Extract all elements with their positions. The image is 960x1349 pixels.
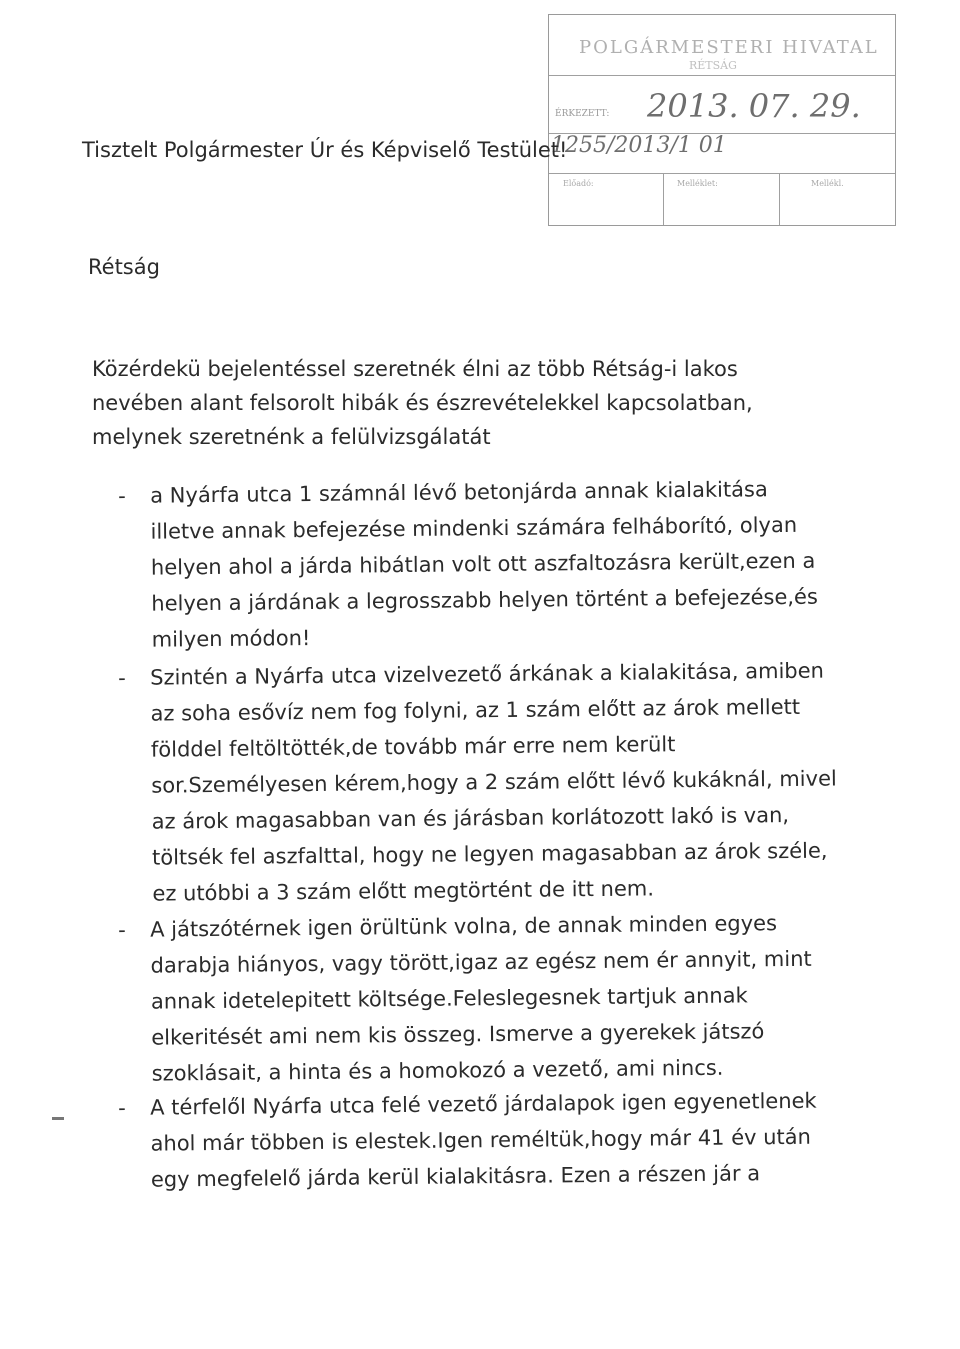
complaint-text: Szintén a Nyárfa utca vizelvezető árkának a kialakitása, amiben az soha esővíz nem fog folyni, az 1 szám előtt az árok mellett földdel feltöltötték,de tovább már erre nem került sor.Személyesen kérem,hogy a 2 szám előtt lévő kukáknál, mivel az árok magasabban van és járásban korlátozott lakó is van, töltsék fel aszfalttal, hogy ne legyen magasabban az árok széle, ez utóbbi a 3 szám előtt megtörtént de itt nem. bbox=[150, 658, 837, 906]
complaint-item bbox=[118, 470, 840, 658]
list-dash: - bbox=[118, 483, 126, 508]
complaint-text: a Nyárfa utca 1 számnál lévő betonjárda annak kialakitása illetve annak befejezése mindenki számára felháborító, olyan helyen ahol a járda hibátlan volt ott aszfaltozásra került,ezen a helyen a járdának a legrosszabb helyen történt a befejezése,és milyen módon! bbox=[150, 477, 818, 652]
complaint-item bbox=[118, 904, 840, 1092]
letter-salutation: Tisztelt Polgármester Úr és Képviselő Testület! bbox=[82, 138, 568, 162]
stamp-divider bbox=[549, 75, 895, 76]
registration-stamp bbox=[548, 14, 896, 226]
stamp-registration-number: 1255/2013/1 01 bbox=[551, 133, 727, 158]
complaint-item bbox=[118, 1082, 839, 1198]
complaint-item bbox=[118, 652, 841, 912]
stamp-office-name: POLGÁRMESTERI HIVATAL bbox=[579, 37, 879, 58]
stamp-received-label: ÉRKEZETT: bbox=[555, 109, 610, 119]
stamp-footer-label: Előadó: bbox=[563, 179, 594, 188]
margin-mark bbox=[52, 1117, 64, 1120]
letter-intro: Közérdekü bejelentéssel szeretnék élni az több Rétság-i lakos nevében alant felsorolt hibák és észrevételekkel kapcsolatban, melynek szeretnénk a felülvizsgálatát bbox=[92, 357, 753, 449]
letter-city: Rétság bbox=[88, 255, 160, 279]
complaint-text: A játszótérnek igen örültünk volna, de annak minden egyes darabja hiányos, vagy törött,igaz az egész nem ér annyit, mint annak idetelepitett költsége.Feleslegesnek tartjuk annak elkeritését ami nem kis összeg. Ismerve a gyerekek játszó szoklásait, a hinta és a homokozó a vezető, ami nincs. bbox=[150, 911, 812, 1086]
stamp-footer-label: Mellékl. bbox=[811, 179, 844, 188]
stamp-footer-label: Melléklet: bbox=[677, 179, 718, 188]
list-dash: - bbox=[118, 1095, 126, 1120]
stamp-divider bbox=[549, 173, 895, 174]
stamp-town: RÉTSÁG bbox=[689, 59, 737, 72]
stamp-column-divider bbox=[779, 173, 780, 225]
list-dash: - bbox=[118, 917, 126, 942]
list-dash: - bbox=[118, 665, 126, 690]
stamp-received-date: 2013. 07. 29. bbox=[647, 87, 861, 125]
complaint-text: A térfelől Nyárfa utca felé vezető járdalapok igen egyenetlenek ahol már többen is elestek.Igen reméltük,hogy már 41 év után egy megfelelő járda kerül kialakitásra. Ezen a részen jár a bbox=[150, 1088, 817, 1192]
stamp-column-divider bbox=[663, 173, 664, 225]
